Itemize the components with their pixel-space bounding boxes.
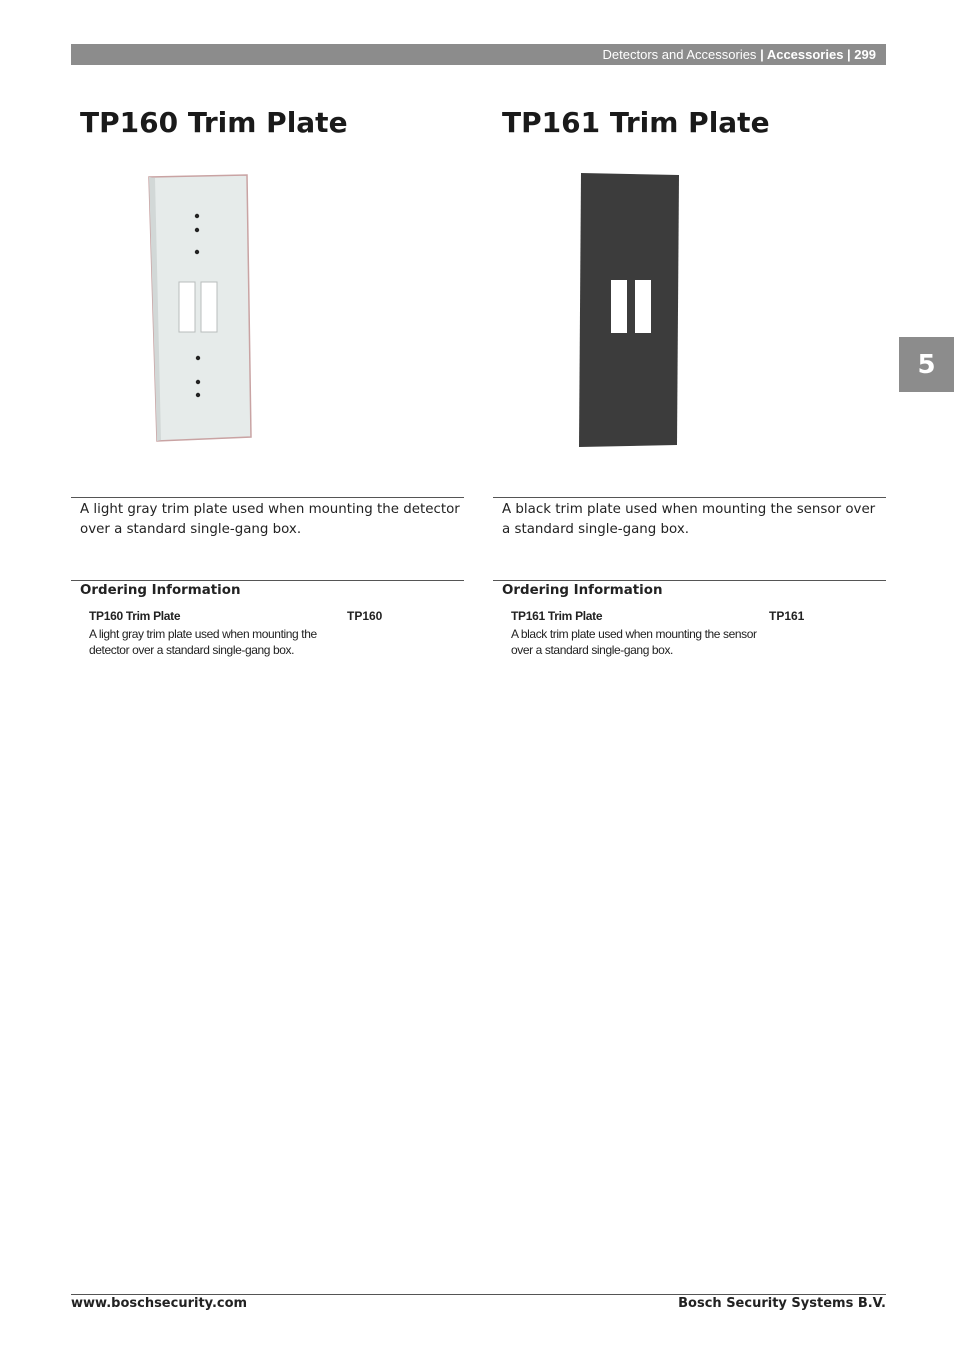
header-section: Detectors and Accessories	[602, 47, 757, 62]
footer-divider	[71, 1294, 886, 1295]
tp160-plate-image	[141, 165, 261, 450]
ordering-item-name: TP161 Trim Plate	[511, 609, 603, 623]
ordering-item-code: TP161	[769, 609, 805, 623]
ordering-item-description: A light gray trim plate used when mounting the detector over a standard single-gang box.	[89, 627, 317, 657]
ordering-item-code: TP160	[347, 609, 383, 623]
product-title: TP161 Trim Plate	[502, 106, 770, 139]
footer-website-link[interactable]: www.boschsecurity.com	[71, 1296, 248, 1311]
tp161-plate-image	[553, 165, 683, 455]
ordering-item-name: TP160 Trim Plate	[89, 609, 181, 623]
footer-company: Bosch Security Systems B.V.	[678, 1296, 886, 1311]
product-description: A black trim plate used when mounting the sensor over a standard single-gang box.	[502, 502, 876, 537]
product-description: A light gray trim plate used when mounting the detector over a standard single-gang box.	[80, 502, 460, 537]
ordering-item-description: A black trim plate used when mounting the sensor over a standard single-gang box.	[511, 627, 757, 657]
ordering-divider	[71, 580, 464, 581]
page-header-bar	[71, 44, 886, 65]
ordering-divider	[493, 580, 886, 581]
description-divider	[493, 497, 886, 498]
product-title: TP160 Trim Plate	[80, 106, 348, 139]
chapter-tab: 5	[899, 337, 954, 392]
header-subsection: | Accessories | 299	[760, 47, 876, 62]
ordering-information-heading: Ordering Information	[80, 583, 241, 598]
description-divider	[71, 497, 464, 498]
ordering-information-heading: Ordering Information	[502, 583, 663, 598]
